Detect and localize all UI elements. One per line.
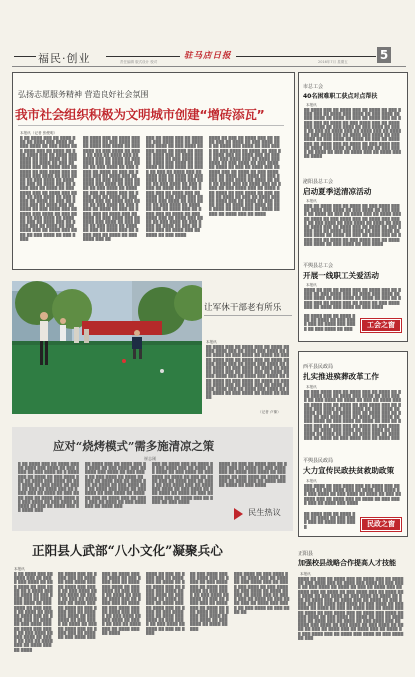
sidebar-item-5-body-b: ██ ████ ███ ██ ████ ███ ██ ████ ██ ███ ████ ███ ██ ████ ███ ████ bbox=[304, 512, 356, 529]
sidebar-item-5-org: 平舆县民政局 bbox=[303, 458, 334, 464]
photo-croquet bbox=[12, 281, 202, 414]
sidebar-item-2-byline: 本报讯 bbox=[306, 199, 317, 203]
sidebar-item-4-org: 西平县民政局 bbox=[303, 364, 334, 370]
lead-headline-rule bbox=[18, 125, 284, 126]
photo-caption-title: 让军休干部老有所乐 bbox=[204, 303, 282, 313]
bottom-body-col-4: ████ ██ ███ ██ ████ ███ ██ ████ ███ ██ ████ ██ ███ ████ ███ ██ ████ ███ ████ ██ ███ ████ ██ ███ ████ ██ ████ ██ ███ ██ ████ ███ ██ ████ ███ ██ ████ ██ ███ ████ ███ ██ ████ ███ ████ ██ ███ ████ ██ ███ ████ ██ ████ ██ ███ ██ ████ bbox=[146, 572, 185, 635]
tag-arrow-icon bbox=[234, 508, 243, 520]
bottom-headline: 正阳县人武部“八小文化”凝聚兵心 bbox=[32, 543, 223, 558]
sidebar-item-1-body: ██ ████ ███ ██ ████ ███ ██ ████ ██ ███ ████ ███ ██ ████ ███ ████ ██ ███ ████ ██ ███ ████ ██ ████ ██ ███ ██ ████ ███ ██ ████ ███ ██ ████ ██ ███ ████ ███ ██ ████ ███ ████ ██ ███ ████ ██ ███ ████ ██ ████ ██ ███ ██ ████ ███ ██ ████ ███ ██ ████ ██ ███ ████ ███ ██ ████ ███ ████ ██ ███ ████ ██ ███ ████ ██ ████ ██ ███ ██ ████ ███ ██ ████ ███ ██ ████ ██ ███ ████ ███ ██ ████ ███ ████ ██ ███ ████ ██ ███ ████ ██ ████ ██ ███ ██ ████ ███ ██ ████ ███ ██ ████ bbox=[304, 108, 402, 159]
sidebar-item-1-org: 市总工会 bbox=[303, 84, 324, 90]
bottom-body-col-2: ██ ████ ███ ██ ████ ███ ██ ████ ██ ███ ████ ███ ██ ████ ███ ████ ██ ███ ████ ██ ███ ████ ██ ████ ██ ███ ██ ████ ███ ██ ████ ███ ██ ████ ██ ███ ████ ███ ██ ████ ███ ████ ██ ███ ████ ██ ███ ████ ██ ████ ██ ███ ██ ████ ███ ██ ████ ███ ██ ████ ██ ███ ████ ███ bbox=[58, 572, 97, 640]
sidebar-item-5-body: ███ ████ ██ ███ ████ ███ ██ ████ ███ ██ ████ ██ ███ ████ ███ ██ ████ ███ ████ ██ ███ ████ ██ ███ ████ ██ ████ ██ ███ ██ ████ ███ ██ ████ ███ ██ ████ ██ ███ ████ ███ ██ ████ ███ ████ bbox=[304, 484, 402, 505]
sidebar-item-4-title: 扎实推进殡葬改革工作 bbox=[303, 372, 379, 381]
dateline-left: 责任编辑 版式设计 校对 bbox=[120, 60, 158, 64]
feature-body-col-4: ████ ██ ███ ██ ████ ███ ██ ████ ███ ██ ████ ██ ███ ████ ███ ██ ████ ███ ████ ██ ███ ████ ██ ███ ████ ██ ████ ██ ███ ██ ████ ███ ██ ████ ███ ██ ████ ██ ███ ████ bbox=[219, 462, 287, 488]
masthead-logo: 驻马店日报 bbox=[184, 51, 232, 61]
header-rule-right bbox=[236, 56, 376, 57]
bottom-byline: 本报讯 bbox=[14, 567, 25, 571]
stamp-union-window bbox=[360, 318, 402, 333]
bottom-body-col-6: ███ ████ ██ ███ ████ ███ ██ ████ ███ ██ ████ ██ ███ ████ ███ ██ ████ ███ ████ ██ ███ ████ ██ ███ ████ ██ ████ ██ ███ ██ ████ ███ ██ ████ ███ ██ ████ ██ ███ ████ ███ ██ ████ ███ ████ ██ ███ ████ ██ ███ ████ ██ bbox=[234, 572, 290, 614]
sidebar-item-1-byline: 本报讯 bbox=[306, 103, 317, 107]
feature-author: 崔志刚 bbox=[144, 456, 156, 461]
stamp-civil-affairs-window bbox=[360, 517, 402, 532]
photo-caption-body: ██ ████ ███ ██ ████ ███ ██ ████ ██ ███ ████ ███ ██ ████ ███ ████ ██ ███ ████ ██ ███ ████ ██ ████ ██ ███ ██ ████ ███ ██ ████ ███ ██ ████ ██ ███ ████ ███ ██ ████ ███ ████ ██ ███ ████ ██ ███ ████ ██ ████ ██ ███ ██ ████ ███ ██ ████ ███ ██ ████ ██ ███ ████ ███ ██ ████ ███ ████ ██ ███ ████ ██ ███ ████ ██ ████ ██ ███ ██ ████ ███ ██ ████ ███ ██ ████ ██ ███ ████ ███ ██ ████ ███ ████ ██ ███ ████ ██ ███ ████ ██ ████ ██ ███ ██ bbox=[206, 345, 290, 400]
page-header bbox=[0, 0, 415, 70]
sidebar-item-4-body: ██ ███ ████ ███ ██ ████ ███ ██ ████ ██ ███ ████ ███ ██ ████ ███ ████ ██ ███ ████ ██ ███ ████ ██ ████ ██ ███ ██ ████ ███ ██ ████ ███ ██ ████ ██ ███ ████ ███ ██ ████ ███ ████ ██ ███ ████ ██ ███ ████ ██ ████ ██ ███ ██ ████ ███ ██ ████ ███ ██ ████ ██ ███ ████ ███ ██ ████ ███ ████ ██ ███ ████ ██ ███ ████ ██ ████ ██ ███ ██ ████ ███ ██ ████ ███ ██ ████ ██ ███ ████ ███ ██ ████ ███ ████ ██ ███ ████ ██ ███ ████ ██ ████ ██ ███ ██ ████ ███ ██ ████ ███ ██ ████ ██ ███ ████ ███ ██ ████ ███ bbox=[304, 390, 402, 441]
sidebar-item-3-body: ████ ██ ███ ██ ████ ███ ██ ████ ███ ██ ████ ██ ███ ████ ███ ██ ████ ███ ████ ██ ███ ████ ██ ███ ████ ██ ████ ██ ███ ██ ████ ███ ██ ████ ███ ██ ████ ██ ███ ████ ███ ██ ████ ███ ████ ██ ███ ████ bbox=[304, 288, 402, 309]
lead-body-col-1: █ ██ ████ ███ ██ ████ ███ ██ ████ ███ ████ ██ ███ ████ ██ ███ ████ ██ █ ████ ███ ██ ████ ██ ███ ████ ███ ██ ████ ███ ████ ██ ███ ████ ██ ███ ████ ██ ████ ██ ███ ██ ████ ███ ██ ████ ███ ██ ████ ██ ███ ████ ███ ██ ████ ███ ████ ██ ███ ████ ██ ███ ████ ██ ████ ██ ███ ██ ████ ███ ██ ████ ███ ██ ████ ██ ███ ████ ███ ██ ████ ███ ████ ██ ███ ████ ██ ███ ████ ██ ████ ██ ███ ██ ████ ███ ██ ████ ███ ██ ████ ██ ███ ████ ███ ██ ████ ███ ████ ██ ███ ████ ██ ███ ████ ██ ████ ██ ███ ██ ████ ███ ██ ████ ███ ██ ████ ██ ███ ████ ███ ██ ████ ███ ████ ██ ███ ████ ██ ███ ████ bbox=[20, 136, 77, 241]
sidebar-item-6-org: 正阳县 bbox=[298, 551, 314, 557]
photo-byline: 本报讯 bbox=[206, 340, 217, 344]
sidebar-item-2-title: 启动夏季送清凉活动 bbox=[303, 187, 372, 196]
bottom-body-col-3: ███ ██ ████ ███ ██ ████ ██ ███ ████ ███ ██ ████ ███ ████ ██ ███ ████ ██ ███ ████ ██ ████ ██ ███ ██ ████ ███ ██ ████ ███ ██ ████ ██ ███ ████ ███ ██ ████ ███ ████ ██ ███ ████ ██ ███ ████ ██ ████ ██ ███ ██ ████ ███ ██ ████ ███ ██ ████ bbox=[102, 572, 141, 635]
section-title: 福民·创业 bbox=[38, 52, 91, 65]
lead-body-col-2: ██ ████ ███ ██ ████ ███ ██ ████ ██ ███ ████ ███ ██ ████ ███ ████ ██ ███ ████ ██ ███ ████ ██ ████ ██ ███ ██ ████ ███ ██ ████ ███ ██ ████ ██ ███ ████ ███ ██ ████ ███ ████ ██ ███ ████ ██ ███ ████ ██ ████ ██ ███ ██ ████ ███ ██ ████ ███ ██ ████ ██ ███ ████ ███ ██ ████ ███ ████ ██ ███ ████ ██ ███ ████ ██ ████ ██ ███ ██ ████ ███ ██ ████ ███ ██ ████ ██ ███ ████ ███ ██ ████ ███ ████ ██ ███ ████ ██ ███ ████ ██ ████ ██ ███ ██ ████ ███ ██ ████ ███ ██ ████ ██ ███ ████ ███ ██ ████ ███ ████ ██ ███ ████ ██ ███ ████ ██ ████ ██ ███ ██ ████ ███ ██ ████ ███ ██ ████ ██ ███ ████ ███ ██ bbox=[83, 136, 140, 241]
lead-byline: 本报讯（记者 张俊明） bbox=[20, 131, 58, 135]
header-bottom-rule bbox=[12, 66, 406, 67]
lead-kicker: 弘扬志愿服务精神 营造良好社会氛围 bbox=[18, 90, 149, 99]
sidebar-item-5-byline: 本报讯 bbox=[306, 479, 317, 483]
feature-headline: 应对“烧烤模式”需多施清凉之策 bbox=[53, 439, 215, 453]
sidebar-item-2-org: 泌阳县总工会 bbox=[303, 179, 334, 185]
sidebar-item-5-title: 大力宣传民政扶贫救助政策 bbox=[303, 466, 395, 475]
stamp-union-label: 工会之窗 bbox=[362, 320, 400, 331]
bottom-body-col-1: █ ██ ████ ███ ██ ████ ███ ██ ████ ███ ████ ██ ███ ████ ██ ███ ████ ██ █ ████ ███ ██ ████ ██ ███ ████ ███ ██ ████ ███ ████ ██ ███ ████ ██ ███ ████ ██ ████ ██ ███ ██ ████ ███ ██ ████ ███ ██ ████ ██ ███ ████ ███ ██ ████ ███ ████ ██ ███ ████ ██ ███ ████ ██ ████ ██ ███ ██ ████ ███ ██ ████ ███ ██ ████ bbox=[14, 572, 53, 652]
sidebar-item-6-body: ████ ██ ███ ██ ████ ███ ██ ████ ███ ██ ████ ██ ███ ████ ███ ██ ████ ███ ████ ██ ███ ████ ██ ███ ████ ██ ████ ██ ███ ██ ████ ███ ██ ████ ███ ██ ████ ██ ███ ████ ███ ██ ████ ███ ████ ██ ███ ████ ██ ███ ████ ██ ████ ██ ███ ██ ████ ███ ██ ████ ███ ██ ████ ██ ███ ████ ███ ██ ████ ███ ████ ██ ███ ████ ██ ███ ████ ██ ████ ██ ███ ██ ████ ███ ██ ████ ███ ██ ████ ██ ███ ████ ███ ██ ████ ███ ████ ██ ███ ████ ██ ███ ████ ██ ████ ██ ███ ██ ████ ███ ██ ████ ███ ██ ████ ██ ███ ████ ███ ██ ████ ███ ████ ██ ███ ████ ██ ███ ████ ██ ████ ██ ███ ██ ████ ███ ██ ████ ███ ██ ████ ██ ███ ████ ███ ██ ████ ███ ████ ██ ███ ████ ██ ███ bbox=[298, 577, 404, 640]
sidebar-item-3-title: 开展一线职工关爱活动 bbox=[303, 271, 379, 280]
feature-body-col-3: ███ ██ ████ ███ ██ ████ ██ ███ ████ ███ ██ ████ ███ ████ ██ ███ ████ ██ ███ ████ ██ ████ ██ ███ ██ ████ ███ ██ ████ ███ ██ ████ ██ ███ ████ ███ ██ ████ ███ ████ ██ ███ ████ ██ ███ ████ ██ ████ ██ ███ ██ ████ ███ ██ ████ ███ ██ ████ ██ ███ ████ bbox=[152, 462, 214, 504]
dateline-right: 2016年7月 星期五 bbox=[318, 60, 348, 64]
sidebar-item-3-body-b: ██ ████ ███ ██ ████ ███ ██ ████ ██ ███ ████ ███ ██ ████ ███ ████ ██ ███ ████ ██ ███ bbox=[304, 314, 356, 331]
sidebar-item-3-byline: 本报讯 bbox=[306, 283, 317, 287]
page-number: 5 bbox=[377, 47, 391, 63]
sidebar-item-4-byline: 本报讯 bbox=[306, 385, 317, 389]
lead-body-col-4: ████ ██ ███ ██ ████ ███ ██ ████ ███ ██ ████ ██ ███ ████ ███ ██ ████ ███ ████ ██ ███ ████ ██ ███ ████ ██ ████ ██ ███ ██ ████ ███ ██ ████ ███ ██ ████ ██ ███ ████ ███ ██ ████ ███ ████ ██ ███ ████ ██ ███ ████ ██ ████ ██ ███ ██ ████ ███ ██ ████ ███ ██ ████ ██ ███ ████ ███ ██ ████ ███ ████ ██ ███ ████ ██ ███ ████ ██ ████ ██ ███ ██ ████ ███ ██ ████ ███ ██ ████ ██ ███ ████ ███ ██ ████ ███ ████ ██ ███ ████ ██ ███ ████ ██ ████ ██ ███ ██ ████ ███ ██ ████ ███ ██ ████ ██ ███ ████ ███ ██ ████ ███ ████ ██ ███ ████ ██ ███ ████ ██ ████ ██ ███ ██ ████ ███ ██ ████ bbox=[209, 136, 281, 216]
feature-body-col-2: ██ ████ ███ ██ ████ ███ ██ ████ ██ ███ ████ ███ ██ ████ ███ ████ ██ ███ ████ ██ ███ ████ ██ ████ ██ ███ ██ ████ ███ ██ ████ ███ ██ ████ ██ ███ ████ ███ ██ ████ ███ ████ ██ ███ ████ ██ ███ ████ ██ ████ ██ ███ ██ ████ ███ ██ ████ ███ ██ ████ ██ ███ ████ ███ ██ ████ ███ bbox=[85, 462, 147, 509]
sidebar-item-1-title: 40名困难职工获点对点帮扶 bbox=[303, 93, 378, 100]
lead-headline: 我市社会组织积极为文明城市创建“增砖添瓦” bbox=[15, 107, 265, 122]
feature-body-col-1: █ ██ ████ ███ ██ ████ ███ ██ ████ ███ ████ ██ ███ ████ ██ ███ ████ ██ █ ████ ███ ██ ████ ██ ███ ████ ███ ██ ████ ███ ████ ██ ███ ████ ██ ███ ████ ██ ████ ██ ███ ██ ████ ███ ██ ████ ███ ██ ████ ██ ███ ████ ███ ██ ████ ███ ████ ██ ███ ████ ██ ███ ████ ██ ████ ██ ███ ██ ████ ███ ██ ████ ███ bbox=[18, 462, 80, 513]
photo-credit: （记者 卢豫） bbox=[258, 410, 281, 414]
sidebar-item-6-title: 加强校县战略合作提高人才技能 bbox=[298, 559, 396, 567]
feature-tag-label: 民生热议 bbox=[248, 507, 281, 517]
lead-body-col-3: ███ ██ ████ ███ ██ ████ ██ ███ ████ ███ ██ ████ ███ ████ ██ ███ ████ ██ ███ ████ ██ ████ ██ ███ ██ ████ ███ ██ ████ ███ ██ ████ ██ ███ ████ ███ ██ ████ ███ ████ ██ ███ ████ ██ ███ ████ ██ ████ ██ ███ ██ ████ ███ ██ ████ ███ ██ ████ ██ ███ ████ ███ ██ ████ ███ ████ ██ ███ ████ ██ ███ ████ ██ ████ ██ ███ ██ ████ ███ ██ ████ ███ ██ ████ ██ ███ ████ ███ ██ ████ ███ ████ ██ ███ ████ ██ ███ ████ ██ ████ ██ ███ ██ ████ ███ ██ ████ ███ ██ ████ ██ ███ ████ ███ ██ ████ ███ ████ ██ ███ ████ ██ ███ ████ ██ ████ ██ ███ ██ ████ ███ ██ ████ ███ ██ ████ ██ ███ ████ bbox=[146, 136, 203, 237]
header-rule-left bbox=[14, 56, 36, 57]
stamp-civil-affairs-label: 民政之窗 bbox=[362, 519, 400, 530]
feature-tag bbox=[234, 506, 290, 522]
header-rule-mid bbox=[106, 56, 180, 57]
photo-illustration bbox=[12, 281, 202, 414]
bottom-body-col-5: ██ ███ ████ ███ ██ ████ ███ ██ ████ ██ ███ ████ ███ ██ ████ ███ ████ ██ ███ ████ ██ ███ ████ ██ ████ ██ ███ ██ ████ ███ ██ ████ ███ ██ ████ ██ ███ ████ ███ ██ ████ ███ ████ ██ ███ ████ ██ ███ ████ ██ ████ ██ ███ bbox=[190, 572, 229, 631]
sidebar-item-6-byline: 本报讯 bbox=[300, 572, 311, 576]
sidebar-item-3-org: 平舆县总工会 bbox=[303, 263, 334, 269]
photo-caption-rule bbox=[204, 315, 292, 316]
sidebar-item-2-body: ███ ██ ████ ███ ██ ████ ██ ███ ████ ███ ██ ████ ███ ████ ██ ███ ████ ██ ███ ████ ██ ████ ██ ███ ██ ████ ███ ██ ████ ███ ██ ████ ██ ███ ████ ███ ██ ████ ███ ████ ██ ███ ████ ██ ███ ████ ██ ████ ██ ███ ██ ████ ███ ██ ████ ███ ██ ████ ██ ███ ████ ███ ██ ████ ███ ████ ██ ███ ████ ██ ███ ████ ██ ████ ██ ███ ██ ████ ███ ██ ████ ███ ██ ████ ██ ███ ████ ███ ██ ████ ███ ████ ██ ███ ████ ██ ███ ████ bbox=[304, 204, 402, 246]
